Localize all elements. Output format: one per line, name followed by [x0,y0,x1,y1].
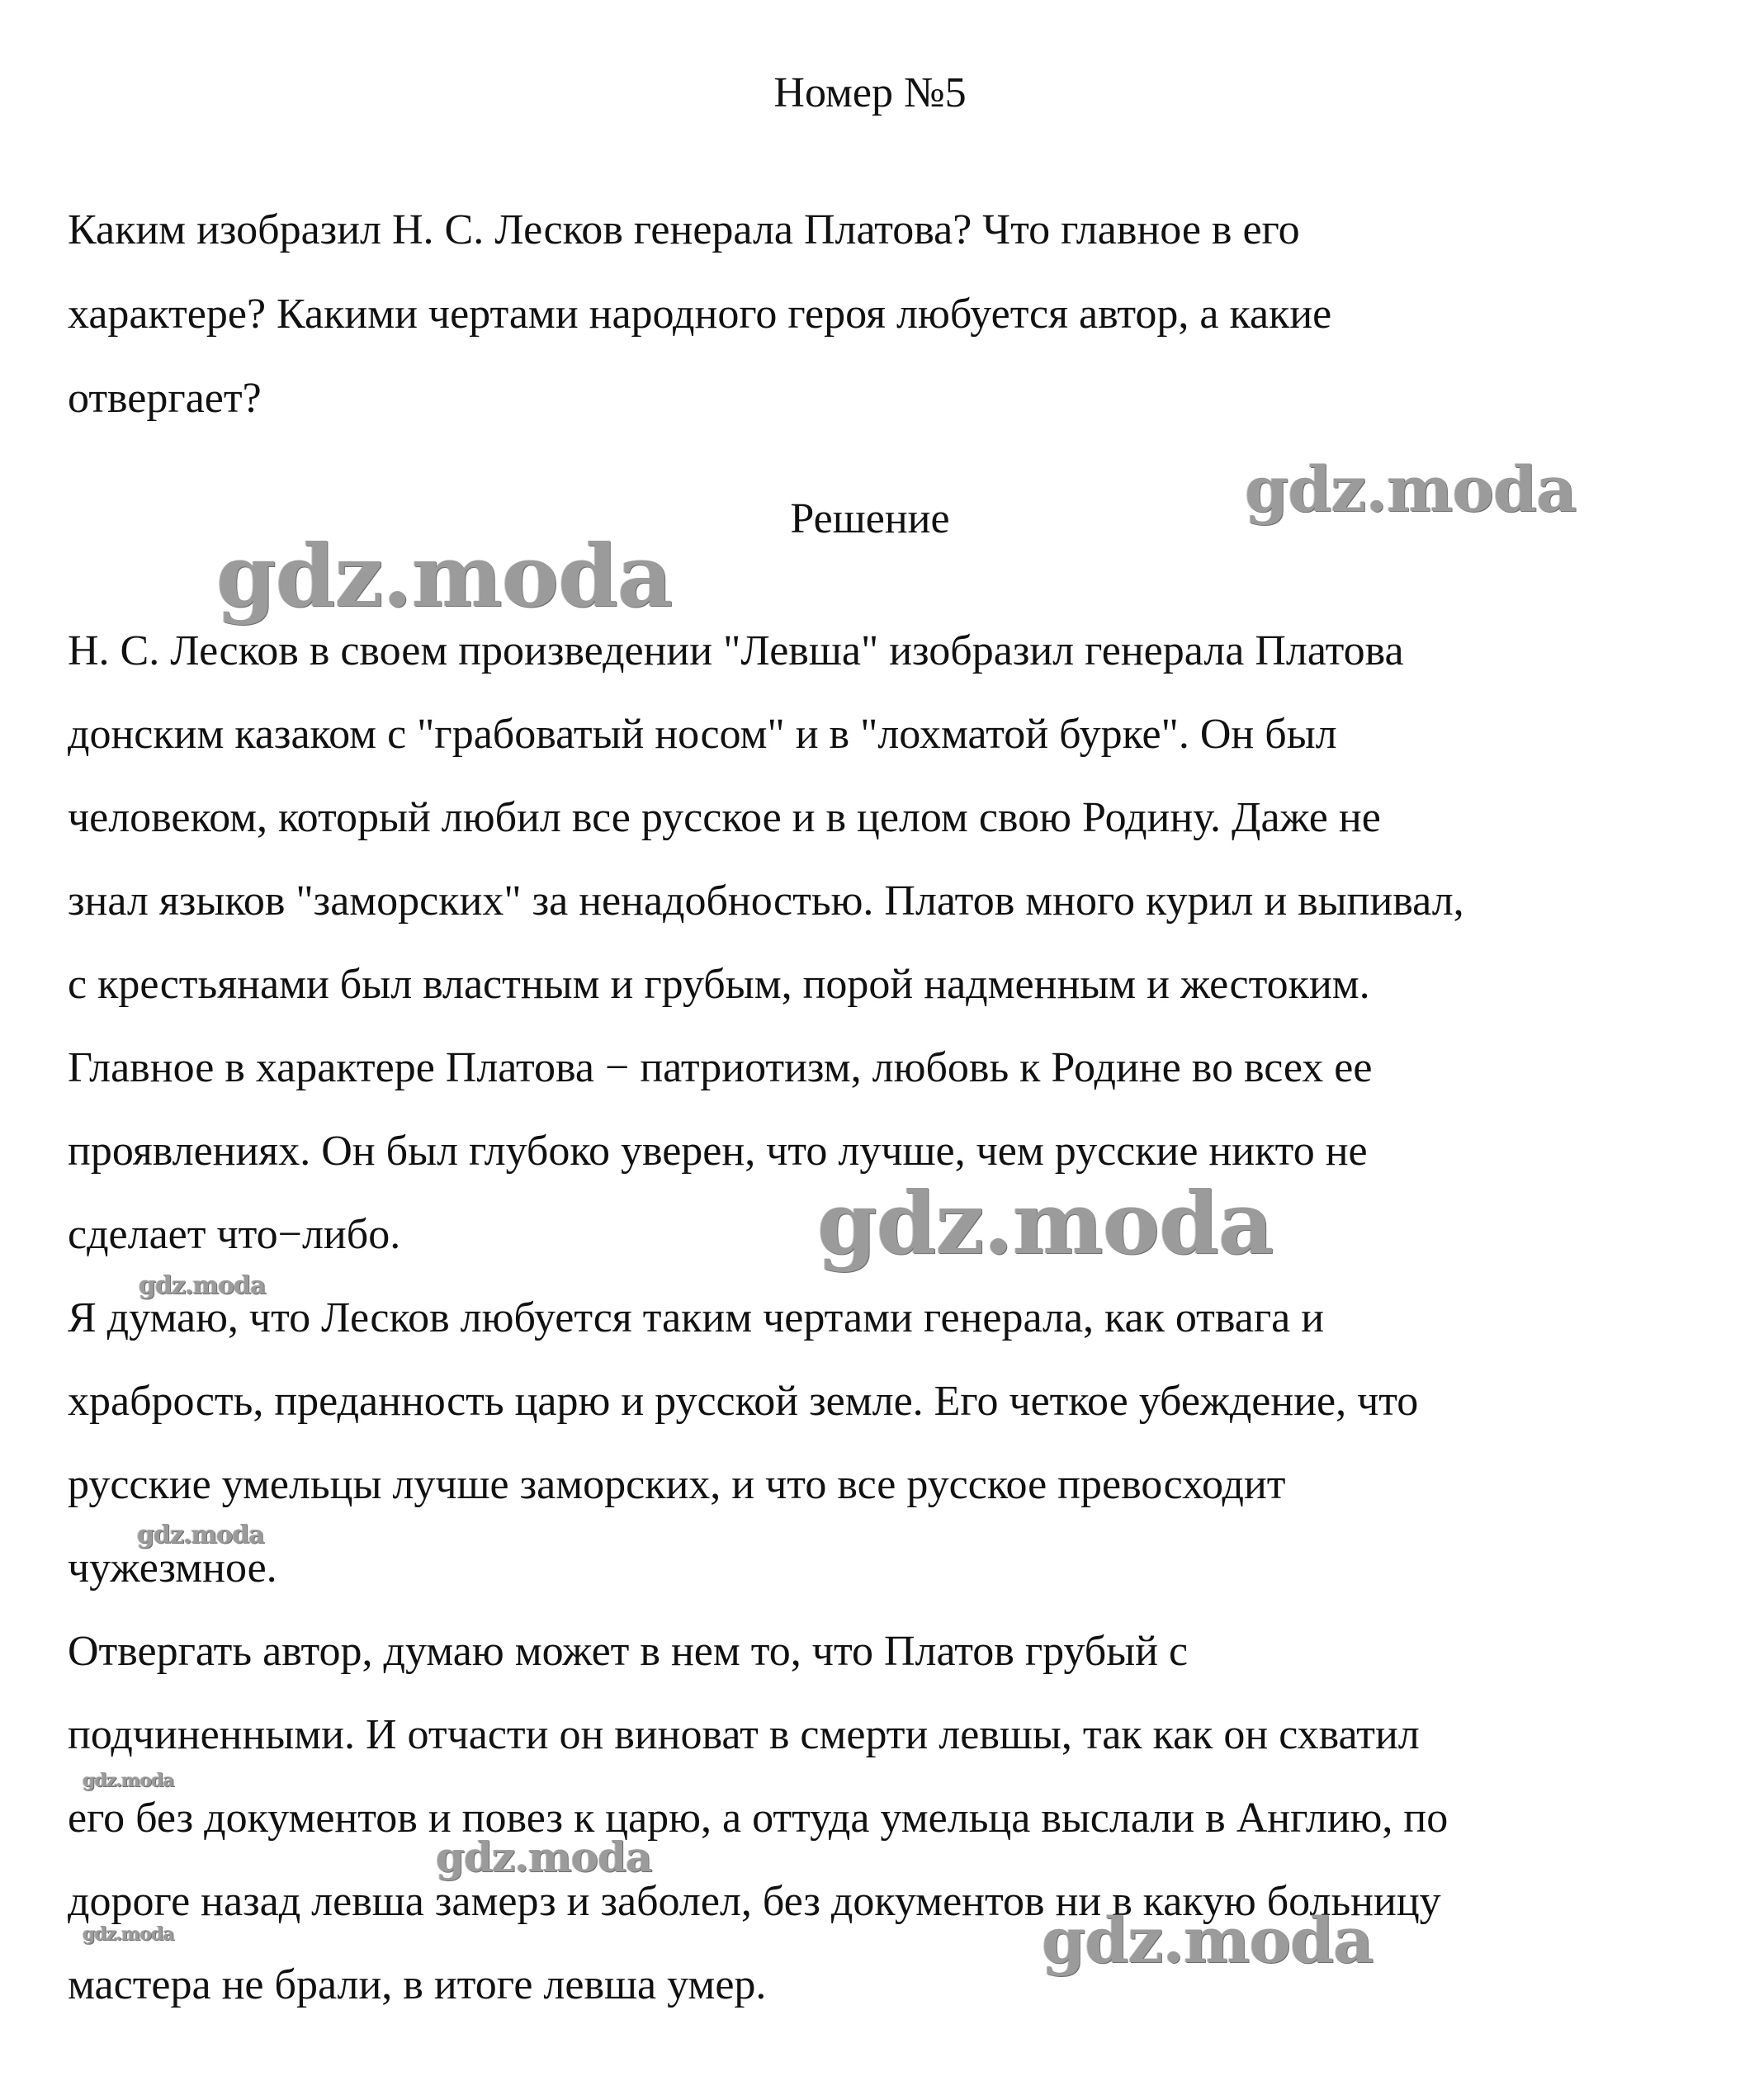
answer-line: Отвергать автор, думаю может в нем то, что Платов грубый с [68,1628,1189,1675]
answer-line: сделает что−либо. [68,1211,401,1258]
page-title: Номер №5 [773,69,967,116]
answer-line: чужезмное. [68,1544,277,1592]
answer-line: с крестьянами был властным и грубым, порой надменным и жестоким. [68,961,1370,1008]
answer-line: Я думаю, что Лесков любуется таким чертами генерала, как отвага и [68,1294,1325,1341]
answer-line: человеком, который любил все русское и в целом свою Родину. Даже не [68,794,1381,841]
answer-line: проявлениях. Он был глубоко уверен, что лучше, чем русские никто не [68,1128,1368,1175]
answer-line: донским казаком с "грабоватый носом" и в "лохматой бурке". Он был [68,711,1337,758]
answer-line: мастера не брали, в итоге левша умер. [68,1961,767,2008]
solution-heading: Решение [790,495,950,542]
answer-line: дороге назад левша замерз и заболел, без документов ни в какую больницу [68,1878,1441,1925]
watermark: gdz.moda [1042,1904,1374,1977]
answer-line: его без документов и повез к царю, а оттуда умельца выслали в Англию, по [68,1795,1449,1842]
watermark: gdz.moda [139,1271,266,1300]
answer-line: подчиненными. И отчасти он виноват в смерти левшы, так как он схватил [68,1711,1420,1758]
watermark: gdz.moda [1245,452,1577,526]
watermark: gdz.moda [817,1172,1274,1274]
watermark: gdz.moda [436,1833,652,1881]
question-line: характере? Какими чертами народного героя любуется автор, а какие [68,291,1332,338]
watermark: gdz.moda [83,1923,174,1945]
answer-line: Н. С. Лесков в своем произведении "Левша" изобразил генерала Платова [68,627,1404,674]
watermark: gdz.moda [83,1770,174,1791]
watermark: gdz.moda [216,525,673,627]
answer-line: храбрость, преданность царю и русской земле. Его четкое убеждение, что [68,1378,1419,1425]
answer-line: знал языков "заморских" за ненадобностью. Платов много курил и выпивал, [68,877,1464,925]
answer-line: Главное в характере Платова − патриотизм, любовь к Родине во всех ее [68,1044,1373,1091]
question-text [68,188,1686,441]
question-line: Каким изобразил Н. С. Лесков генерала Платова? Что главное в его [68,206,1300,253]
watermark: gdz.moda [137,1521,264,1549]
answer-line: русские умельцы лучше заморских, и что все русское превосходит [68,1461,1286,1508]
answer-text [68,609,1710,2027]
question-line: отвергает? [68,375,262,422]
